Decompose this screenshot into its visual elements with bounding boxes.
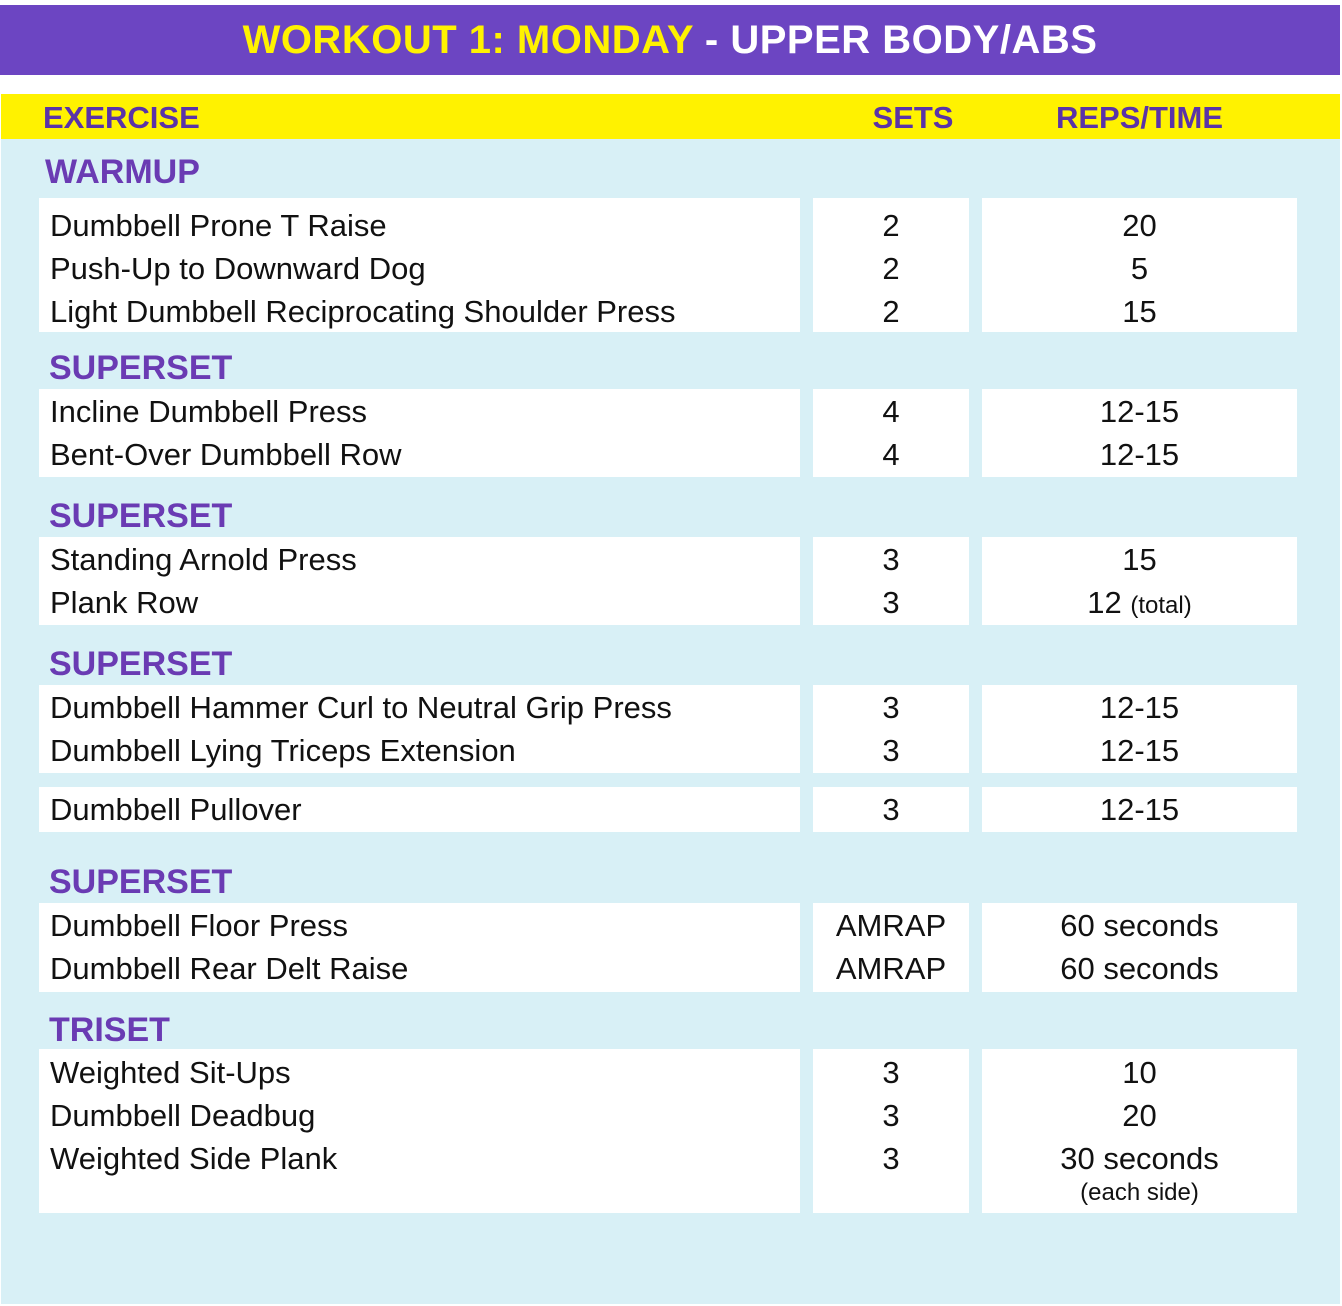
exercise-sets: 3 (882, 690, 900, 725)
group-sets-cell (813, 903, 969, 992)
exercise-sets: 3 (882, 1055, 900, 1090)
exercise-name: Dumbbell Floor Press (50, 908, 349, 943)
section-label-superset: SUPERSET (49, 497, 233, 535)
exercise-name: Dumbbell Rear Delt Raise (50, 951, 409, 986)
group-sets-cell (813, 787, 969, 832)
group-sets-cell (813, 685, 969, 773)
group-reps-cell (982, 198, 1297, 332)
exercise-reps: 12-15 (1099, 394, 1180, 429)
exercise-reps: 12-15 (1099, 792, 1180, 827)
title-rest: UPPER BODY/ABS (730, 18, 1098, 62)
exercise-name: Weighted Sit-Ups (50, 1055, 291, 1090)
header-reps: REPS/TIME (1055, 100, 1224, 135)
group-reps-cell (982, 903, 1297, 992)
group-reps-cell (982, 685, 1297, 773)
exercise-name: Incline Dumbbell Press (50, 394, 368, 429)
exercise-reps: 12-15 (1099, 437, 1180, 472)
exercise-reps: 15 (1122, 542, 1157, 577)
title-separator: - (693, 18, 731, 62)
exercise-name: Push-Up to Downward Dog (50, 251, 426, 286)
group-exercise-cell (39, 198, 800, 332)
exercise-reps: 15 (1122, 294, 1157, 329)
exercise-sets: 3 (882, 1141, 900, 1176)
group-exercise-cell (39, 903, 800, 992)
exercise-sets: 3 (882, 792, 900, 827)
exercise-sets: 4 (882, 437, 900, 472)
exercise-reps: 12-15 (1099, 690, 1180, 725)
exercise-sets: 3 (882, 1098, 900, 1133)
exercise-reps: 12-15 (1099, 733, 1180, 768)
exercise-name: Dumbbell Prone T Raise (50, 208, 387, 243)
workout-table (1, 94, 1340, 1304)
exercise-name: Plank Row (50, 585, 199, 620)
exercise-sets: 3 (882, 733, 900, 768)
exercise-reps: 60 seconds (1060, 951, 1219, 986)
exercise-reps-note: (each side) (1080, 1179, 1199, 1206)
title-highlight: WORKOUT 1: MONDAY (242, 18, 694, 62)
group-reps-cell (982, 787, 1297, 832)
section-label-superset: SUPERSET (49, 349, 233, 387)
group-exercise-cell (39, 537, 800, 625)
exercise-name: Weighted Side Plank (50, 1141, 338, 1176)
page-title (0, 5, 1340, 75)
exercise-sets: 3 (882, 542, 900, 577)
exercise-name: Dumbbell Lying Triceps Extension (50, 733, 516, 768)
group-exercise-cell (39, 389, 800, 477)
exercise-reps: 30 seconds (1060, 1141, 1219, 1176)
exercise-sets: AMRAP (835, 951, 947, 986)
exercise-sets: AMRAP (835, 908, 947, 943)
exercise-sets: 3 (882, 585, 900, 620)
group-sets-cell (813, 198, 969, 332)
group-reps-cell (982, 389, 1297, 477)
exercise-reps: 10 (1122, 1055, 1157, 1090)
group-exercise-cell (39, 1049, 800, 1213)
exercise-name: Dumbbell Pullover (50, 792, 302, 827)
exercise-reps: 20 (1122, 1098, 1157, 1133)
exercise-sets: 2 (882, 294, 900, 329)
group-sets-cell (813, 389, 969, 477)
group-reps-cell (982, 1049, 1297, 1213)
section-label-triset: TRISET (49, 1011, 170, 1049)
header-exercise: EXERCISE (43, 100, 200, 135)
group-exercise-cell (39, 685, 800, 773)
exercise-reps: 60 seconds (1060, 908, 1219, 943)
section-label-superset: SUPERSET (49, 863, 233, 901)
exercise-reps: 12 (1087, 585, 1122, 620)
header-sets: SETS (872, 100, 954, 135)
section-label-warmup: WARMUP (45, 153, 200, 191)
exercise-reps-row (982, 581, 1297, 624)
section-label-superset: SUPERSET (49, 645, 233, 683)
exercise-reps: 5 (1130, 251, 1149, 286)
exercise-name: Light Dumbbell Reciprocating Shoulder Press (50, 294, 676, 329)
exercise-sets: 4 (882, 394, 900, 429)
exercise-sets: 2 (882, 208, 900, 243)
exercise-reps-note: (total) (1130, 592, 1192, 619)
exercise-reps: 20 (1122, 208, 1157, 243)
exercise-name: Bent-Over Dumbbell Row (50, 437, 402, 472)
exercise-name: Dumbbell Deadbug (50, 1098, 316, 1133)
group-sets-cell (813, 537, 969, 625)
exercise-sets: 2 (882, 251, 900, 286)
group-sets-cell (813, 1049, 969, 1213)
table-header (1, 94, 1340, 139)
exercise-name: Standing Arnold Press (50, 542, 357, 577)
group-reps-cell (982, 537, 1297, 625)
group-exercise-cell (39, 787, 800, 832)
exercise-name: Dumbbell Hammer Curl to Neutral Grip Press (50, 690, 672, 725)
